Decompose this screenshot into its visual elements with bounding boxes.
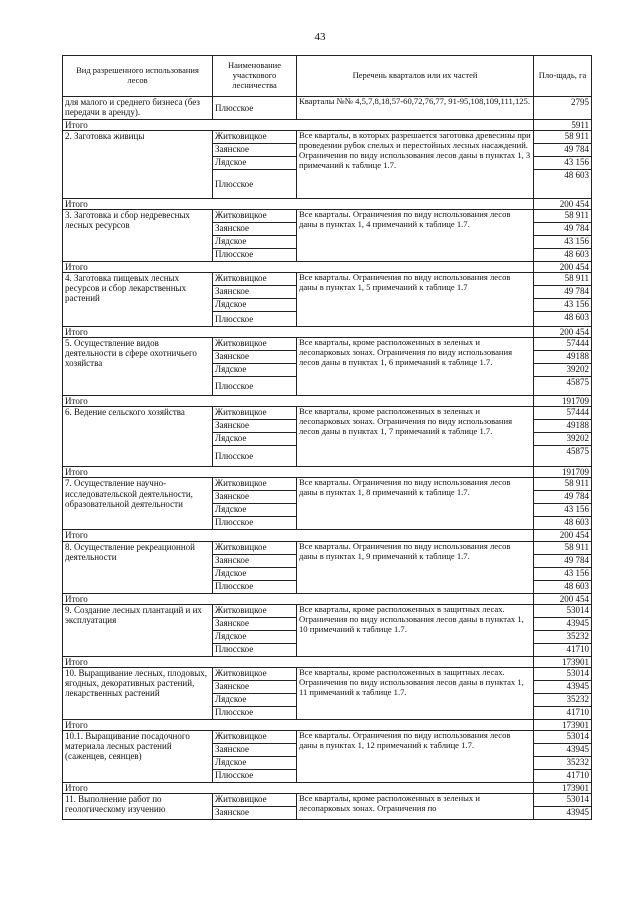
activity-cell: 11. Выполнение работ по геологическому изучению bbox=[63, 793, 213, 819]
area-cell: 43 156 bbox=[534, 567, 592, 580]
activity-cell: 8. Осуществление рекреационной деятельности bbox=[63, 541, 213, 593]
district-cell: Житковицкое bbox=[213, 541, 297, 554]
area-cell: 53014 bbox=[534, 667, 592, 680]
area-cell: 45875 bbox=[534, 377, 592, 396]
total-value: 200 454 bbox=[534, 530, 592, 541]
district-cell: Лядское bbox=[213, 157, 297, 170]
area-cell: 43 156 bbox=[534, 299, 592, 312]
quarters-cell: Все кварталы. Ограничения по виду использования лесов даны в пунктах 1, 4 примечаний к таблице 1.7. bbox=[297, 210, 534, 262]
area-cell: 43945 bbox=[534, 680, 592, 693]
table-row bbox=[63, 131, 592, 144]
district-cell: Лядское bbox=[213, 433, 297, 446]
area-cell: 48 603 bbox=[534, 517, 592, 530]
table-row bbox=[63, 407, 592, 420]
area-cell: 53014 bbox=[534, 793, 592, 806]
district-cell: Заянское bbox=[213, 743, 297, 756]
area-cell: 58 911 bbox=[534, 131, 592, 144]
area-cell: 35232 bbox=[534, 630, 592, 643]
district-cell: Житковицкое bbox=[213, 338, 297, 351]
total-label: Итого bbox=[63, 327, 534, 338]
table-row bbox=[63, 97, 592, 120]
total-label: Итого bbox=[63, 593, 534, 604]
total-value: 200 454 bbox=[534, 262, 592, 273]
table-row bbox=[63, 273, 592, 286]
district-cell: Лядское bbox=[213, 299, 297, 312]
total-row bbox=[63, 782, 592, 793]
area-cell: 41710 bbox=[534, 706, 592, 719]
total-value: 173901 bbox=[534, 782, 592, 793]
total-value: 191709 bbox=[534, 396, 592, 407]
district-cell: Плюсское bbox=[213, 312, 297, 327]
quarters-cell: Все кварталы. Ограничения по виду использования лесов даны в пунктах 1, 8 примечаний к таблице 1.7. bbox=[297, 478, 534, 530]
area-cell: 48 603 bbox=[534, 249, 592, 262]
header-activity: Вид разрешенного использования лесов bbox=[63, 56, 213, 97]
total-row bbox=[63, 396, 592, 407]
total-row bbox=[63, 120, 592, 131]
total-row bbox=[63, 719, 592, 730]
area-cell: 49 784 bbox=[534, 144, 592, 157]
area-cell: 49 784 bbox=[534, 491, 592, 504]
district-cell: Плюсское bbox=[213, 706, 297, 719]
quarters-cell: Все кварталы, кроме расположенных в зеленых и лесопарковых зонах. Ограничения по виду использования лесов даны в пунктах 1, 6 примечаний к таблице 1.7. bbox=[297, 338, 534, 396]
district-cell: Житковицкое bbox=[213, 273, 297, 286]
total-row bbox=[63, 327, 592, 338]
district-cell: Житковицкое bbox=[213, 604, 297, 617]
quarters-cell: Все кварталы, кроме расположенных в защитных лесах. Ограничения по виду использования лесов даны в пунктах 1, 11 примечаний к таблице 1.7. bbox=[297, 667, 534, 719]
district-cell: Житковицкое bbox=[213, 210, 297, 223]
activity-cell: 6. Ведение сельского хозяйства bbox=[63, 407, 213, 467]
district-cell: Плюсское bbox=[213, 580, 297, 593]
total-row bbox=[63, 467, 592, 478]
total-label: Итого bbox=[63, 467, 534, 478]
total-value: 5911 bbox=[534, 120, 592, 131]
total-label: Итого bbox=[63, 656, 534, 667]
table-row bbox=[63, 541, 592, 554]
table-row bbox=[63, 793, 592, 806]
area-cell: 49 784 bbox=[534, 554, 592, 567]
activity-cell: 3. Заготовка и сбор недревесных лесных ресурсов bbox=[63, 210, 213, 262]
quarters-cell: Все кварталы. Ограничения по виду использования лесов даны в пунктах 1, 12 примечаний к таблице 1.7. bbox=[297, 730, 534, 782]
area-cell: 39202 bbox=[534, 433, 592, 446]
activity-cell: 10. Выращивание лесных, плодовых, ягодных, декоративных растений, лекарственных растений bbox=[63, 667, 213, 719]
total-label: Итого bbox=[63, 120, 534, 131]
area-cell: 43 156 bbox=[534, 504, 592, 517]
district-cell: Лядское bbox=[213, 236, 297, 249]
quarters-cell: Все кварталы. Ограничения по виду использования лесов даны в пунктах 1, 5 примечаний к таблице 1.7 bbox=[297, 273, 534, 327]
district-cell: Плюсское bbox=[213, 377, 297, 396]
area-cell: 58 911 bbox=[534, 273, 592, 286]
district-cell: Лядское bbox=[213, 693, 297, 706]
area-cell: 43 156 bbox=[534, 157, 592, 170]
activity-cell: 9. Создание лесных плантаций и их эксплуатация bbox=[63, 604, 213, 656]
district-cell: Плюсское bbox=[213, 769, 297, 782]
district-cell: Заянское bbox=[213, 491, 297, 504]
district-cell: Житковицкое bbox=[213, 793, 297, 806]
total-label: Итого bbox=[63, 396, 534, 407]
district-cell: Плюсское bbox=[213, 446, 297, 467]
table-header-row bbox=[63, 56, 592, 97]
area-cell: 57444 bbox=[534, 338, 592, 351]
district-cell: Плюсское bbox=[213, 249, 297, 262]
area-cell: 53014 bbox=[534, 730, 592, 743]
district-cell: Заянское bbox=[213, 144, 297, 157]
district-cell: Житковицкое bbox=[213, 667, 297, 680]
district-cell: Житковицкое bbox=[213, 407, 297, 420]
total-row bbox=[63, 593, 592, 604]
area-cell: 58 911 bbox=[534, 478, 592, 491]
district-cell: Плюсское bbox=[213, 97, 297, 120]
area-cell: 45875 bbox=[534, 446, 592, 467]
district-cell: Плюсское bbox=[213, 517, 297, 530]
district-cell: Заянское bbox=[213, 680, 297, 693]
district-cell: Лядское bbox=[213, 567, 297, 580]
total-row bbox=[63, 262, 592, 273]
activity-cell: 4. Заготовка пищевых лесных ресурсов и сбор лекарственных растений bbox=[63, 273, 213, 327]
table-row bbox=[63, 478, 592, 491]
district-cell: Заянское bbox=[213, 806, 297, 819]
total-label: Итого bbox=[63, 530, 534, 541]
activity-cell: 10.1. Выращивание посадочного материала лесных растений (саженцев, сеянцев) bbox=[63, 730, 213, 782]
district-cell: Заянское bbox=[213, 554, 297, 567]
quarters-cell: Все кварталы, кроме расположенных в зеленых и лесопарковых зонах. Ограничения по bbox=[297, 793, 534, 819]
district-cell: Житковицкое bbox=[213, 730, 297, 743]
area-cell: 35232 bbox=[534, 756, 592, 769]
table-row bbox=[63, 730, 592, 743]
quarters-cell: Все кварталы, кроме расположенных в защитных лесах. Ограничения по виду использования лесов даны в пунктах 1, 10 примечаний к таблице 1.7. bbox=[297, 604, 534, 656]
activity-cell: 5. Осуществление видов деятельности в сфере охотничьего хозяйства bbox=[63, 338, 213, 396]
area-cell: 2795 bbox=[534, 97, 592, 120]
area-cell: 49188 bbox=[534, 351, 592, 364]
total-value: 191709 bbox=[534, 467, 592, 478]
table-row bbox=[63, 210, 592, 223]
total-value: 200 454 bbox=[534, 327, 592, 338]
quarters-cell: Кварталы №№ 4,5,7,8,18,57-60,72,76,77, 91-95,108,109,111,125. bbox=[297, 97, 534, 120]
district-cell: Заянское bbox=[213, 223, 297, 236]
area-cell: 43945 bbox=[534, 743, 592, 756]
area-cell: 53014 bbox=[534, 604, 592, 617]
district-cell: Заянское bbox=[213, 286, 297, 299]
area-cell: 58 911 bbox=[534, 541, 592, 554]
total-value: 173901 bbox=[534, 656, 592, 667]
total-label: Итого bbox=[63, 782, 534, 793]
total-value: 200 454 bbox=[534, 199, 592, 210]
district-cell: Лядское bbox=[213, 630, 297, 643]
area-cell: 49 784 bbox=[534, 286, 592, 299]
quarters-cell: Все кварталы. Ограничения по виду использования лесов даны в пунктах 1, 9 примечаний к таблице 1.7. bbox=[297, 541, 534, 593]
total-row bbox=[63, 199, 592, 210]
district-cell: Лядское bbox=[213, 756, 297, 769]
activity-cell: 7. Осуществление научно-исследовательской деятельности, образовательной деятельности bbox=[63, 478, 213, 530]
total-value: 200 454 bbox=[534, 593, 592, 604]
land-use-table bbox=[62, 55, 592, 820]
district-cell: Заянское bbox=[213, 351, 297, 364]
header-quarters: Перечень кварталов или их частей bbox=[297, 56, 534, 97]
area-cell: 41710 bbox=[534, 769, 592, 782]
total-label: Итого bbox=[63, 719, 534, 730]
area-cell: 57444 bbox=[534, 407, 592, 420]
page-number: 43 bbox=[314, 31, 326, 43]
district-cell: Лядское bbox=[213, 504, 297, 517]
area-cell: 48 603 bbox=[534, 170, 592, 199]
activity-cell: для малого и среднего бизнеса (без передачи в аренду). bbox=[63, 97, 213, 120]
area-cell: 43945 bbox=[534, 617, 592, 630]
district-cell: Заянское bbox=[213, 617, 297, 630]
total-value: 173901 bbox=[534, 719, 592, 730]
district-cell: Плюсское bbox=[213, 643, 297, 656]
total-row bbox=[63, 656, 592, 667]
table-row bbox=[63, 604, 592, 617]
area-cell: 41710 bbox=[534, 643, 592, 656]
total-label: Итого bbox=[63, 262, 534, 273]
area-cell: 49 784 bbox=[534, 223, 592, 236]
total-label: Итого bbox=[63, 199, 534, 210]
activity-cell: 2. Заготовка живицы bbox=[63, 131, 213, 199]
district-cell: Житковицкое bbox=[213, 131, 297, 144]
header-district: Наименование участкового лесничества bbox=[213, 56, 297, 97]
area-cell: 48 603 bbox=[534, 580, 592, 593]
area-cell: 43 156 bbox=[534, 236, 592, 249]
district-cell: Заянское bbox=[213, 420, 297, 433]
table-row bbox=[63, 338, 592, 351]
district-cell: Плюсское bbox=[213, 170, 297, 199]
area-cell: 43945 bbox=[534, 806, 592, 819]
area-cell: 35232 bbox=[534, 693, 592, 706]
table-row bbox=[63, 667, 592, 680]
quarters-cell: Все кварталы, кроме расположенных в зеленых и лесопарковых зонах. Ограничения по виду использования лесов даны в пунктах 1, 7 примечаний к таблице 1.7. bbox=[297, 407, 534, 467]
area-cell: 48 603 bbox=[534, 312, 592, 327]
district-cell: Житковицкое bbox=[213, 478, 297, 491]
area-cell: 49188 bbox=[534, 420, 592, 433]
area-cell: 39202 bbox=[534, 364, 592, 377]
total-row bbox=[63, 530, 592, 541]
header-area: Пло-щадь, га bbox=[534, 56, 592, 97]
area-cell: 58 911 bbox=[534, 210, 592, 223]
district-cell: Лядское bbox=[213, 364, 297, 377]
quarters-cell: Все кварталы, в которых разрешается заготовка древесины при проведении рубок спелых и перестойных лесных насаждений. Ограничения по виду использования лесов даны в пунктах 1, 3 примечаний к таблице 1.7. bbox=[297, 131, 534, 199]
